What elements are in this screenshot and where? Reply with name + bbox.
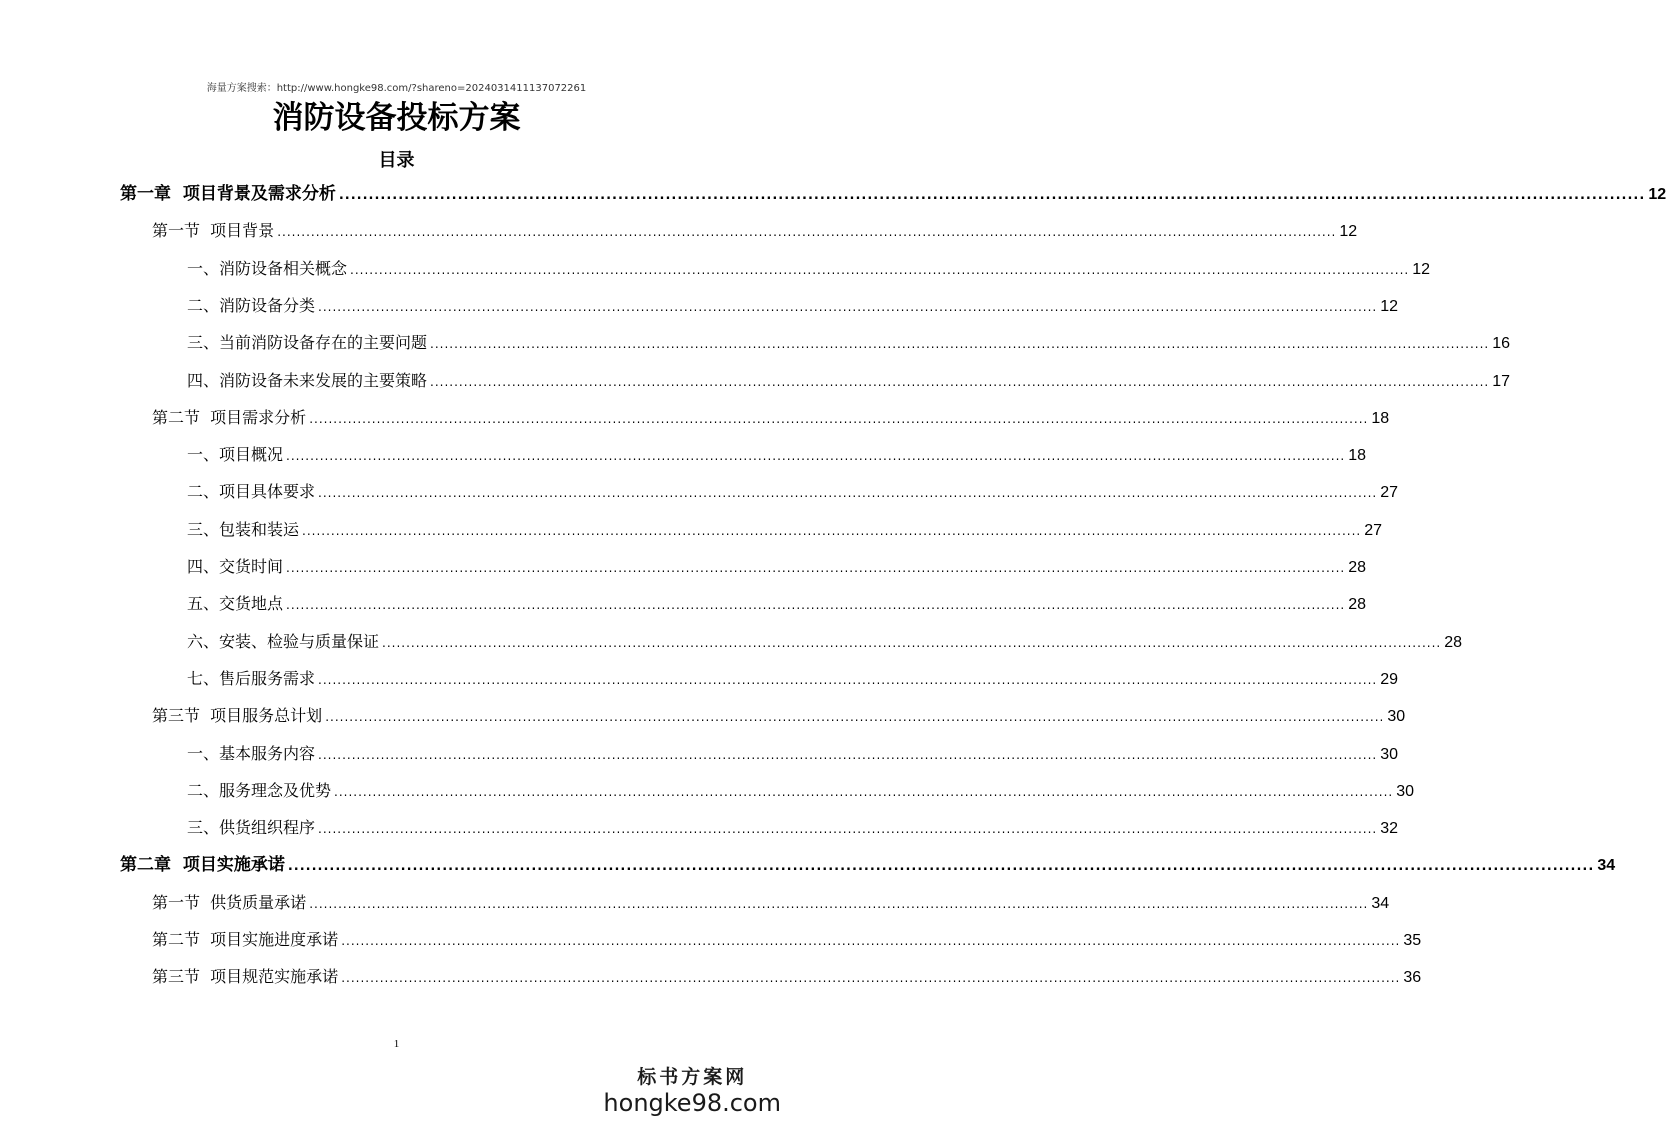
toc-entry-page: 30: [1387, 708, 1406, 725]
toc-leader-dots: ............................................................................................................................................................................................................................: [318, 673, 1378, 687]
toc-leader-dots: ............................................................................................................................................................................................................................: [286, 449, 1346, 463]
toc-leader-dots: ............................................................................................................................................................................................................................: [338, 188, 1646, 203]
toc-entry[interactable]: [152, 928, 1422, 952]
toc-entry-page: 16: [1492, 335, 1510, 352]
toc-leader-dots: ............................................................................................................................................................................................................................: [430, 337, 1490, 351]
toc-entry-title: 四、交货时间: [187, 557, 284, 576]
toc-entry-page: 18: [1371, 410, 1390, 427]
toc-heading: 目录: [378, 150, 415, 171]
toc-entry[interactable]: [187, 443, 1366, 467]
toc-entry-title: 四、消防设备未来发展的主要策略: [187, 371, 428, 390]
toc-entry[interactable]: [187, 742, 1398, 766]
toc-entry-page: 28: [1348, 596, 1366, 613]
toc-leader-dots: ............................................................................................................................................................................................................................: [430, 375, 1490, 389]
toc-entry-title: 六、安装、检验与质量保证: [187, 632, 380, 651]
toc-entry[interactable]: [187, 257, 1430, 281]
toc-entry[interactable]: [187, 630, 1462, 654]
toc-entry-title: 二、服务理念及优势: [187, 781, 332, 800]
toc-entry-page: 30: [1380, 746, 1398, 763]
toc-entry[interactable]: [187, 518, 1382, 542]
toc-entry-title: 三、当前消防设备存在的主要问题: [187, 333, 428, 352]
watermark-cn: 标书方案网: [637, 1066, 748, 1088]
toc-entry-title: 第二节 项目需求分析: [152, 408, 307, 427]
toc-entry-page: 28: [1444, 634, 1462, 651]
toc-entry-title: 一、基本服务内容: [187, 744, 316, 763]
toc-entry[interactable]: [152, 891, 1390, 915]
toc-entry-title: 二、项目具体要求: [187, 482, 316, 501]
toc-entry-page: 35: [1403, 932, 1422, 949]
toc-entry-page: 12: [1412, 261, 1430, 278]
toc-leader-dots: ............................................................................................................................................................................................................................: [382, 636, 1442, 650]
toc-entry[interactable]: [152, 704, 1406, 728]
toc-entry[interactable]: [120, 182, 1666, 206]
toc-entry-title: 第一节 供货质量承诺: [152, 893, 307, 912]
toc-entry[interactable]: [187, 816, 1398, 840]
toc-entry-title: 第三节 项目规范实施承诺: [152, 967, 339, 986]
toc-entry-title: 三、包装和装运: [187, 520, 300, 539]
toc-entry-title: 三、供货组织程序: [187, 818, 316, 837]
toc-leader-dots: ............................................................................................................................................................................................................................: [350, 263, 1410, 277]
toc-entry-page: 27: [1364, 522, 1382, 539]
toc-entry-title: 七、售后服务需求: [187, 669, 316, 688]
toc-leader-dots: ............................................................................................................................................................................................................................: [309, 897, 1369, 911]
toc-entry-page: 34: [1597, 857, 1616, 874]
toc-entry-page: 34: [1371, 895, 1390, 912]
toc-entry-title: 第一节 项目背景: [152, 221, 275, 240]
toc-entry[interactable]: [120, 853, 1616, 877]
toc-entry-page: 36: [1403, 969, 1422, 986]
toc-leader-dots: ............................................................................................................................................................................................................................: [277, 225, 1337, 239]
toc-leader-dots: ............................................................................................................................................................................................................................: [325, 710, 1385, 724]
toc-leader-dots: ............................................................................................................................................................................................................................: [318, 486, 1378, 500]
toc-entry[interactable]: [187, 480, 1398, 504]
toc-entry-title: 一、项目概况: [187, 445, 284, 464]
toc-entry[interactable]: [187, 331, 1510, 355]
toc-entry-page: 30: [1396, 783, 1414, 800]
toc-entry-page: 12: [1339, 223, 1358, 240]
watermark-logo: [603, 1064, 781, 1116]
toc-leader-dots: ............................................................................................................................................................................................................................: [286, 598, 1346, 612]
toc-leader-dots: ............................................................................................................................................................................................................................: [341, 934, 1401, 948]
toc-entry[interactable]: [152, 219, 1358, 243]
toc-leader-dots: ............................................................................................................................................................................................................................: [286, 561, 1346, 575]
toc-entry-page: 12: [1380, 298, 1398, 315]
toc-entry-title: 第二节 项目实施进度承诺: [152, 930, 339, 949]
toc-entry[interactable]: [187, 555, 1366, 579]
toc-entry-page: 18: [1348, 447, 1366, 464]
header-note: 海量方案搜索：http://www.hongke98.com/?shareno=2024031411137072261: [206, 83, 587, 94]
toc-entry[interactable]: [187, 369, 1510, 393]
toc-entry-title: 一、消防设备相关概念: [187, 259, 348, 278]
toc-entry[interactable]: [187, 592, 1366, 616]
toc-entry[interactable]: [187, 294, 1398, 318]
toc-entry[interactable]: [187, 779, 1414, 803]
toc-leader-dots: ............................................................................................................................................................................................................................: [302, 524, 1362, 538]
toc-leader-dots: ............................................................................................................................................................................................................................: [318, 822, 1378, 836]
document-title: 消防设备投标方案: [272, 100, 521, 136]
toc-leader-dots: ............................................................................................................................................................................................................................: [318, 748, 1378, 762]
toc-entry-page: 32: [1380, 820, 1398, 837]
toc-entry-page: 29: [1380, 671, 1398, 688]
toc-entry-page: 12: [1648, 186, 1666, 203]
toc-leader-dots: ............................................................................................................................................................................................................................: [287, 859, 1595, 874]
toc-entry-title: 第三节 项目服务总计划: [152, 706, 323, 725]
page-number: 1: [393, 1038, 400, 1050]
toc-entry-page: 27: [1380, 484, 1398, 501]
toc-entry-title: 第一章 项目背景及需求分析: [120, 184, 336, 204]
toc-entry-title: 五、交货地点: [187, 594, 284, 613]
toc-entry-title: 二、消防设备分类: [187, 296, 316, 315]
toc-entry[interactable]: [187, 667, 1398, 691]
toc-leader-dots: ............................................................................................................................................................................................................................: [309, 412, 1369, 426]
watermark-en: hongke98.com: [603, 1089, 781, 1117]
toc-entry-title: 第二章 项目实施承诺: [120, 855, 285, 875]
toc-entry-page: 28: [1348, 559, 1366, 576]
toc-entry[interactable]: [152, 406, 1390, 430]
toc-leader-dots: ............................................................................................................................................................................................................................: [341, 971, 1401, 985]
toc-leader-dots: ............................................................................................................................................................................................................................: [318, 300, 1378, 314]
toc-entry[interactable]: [152, 965, 1422, 989]
toc-entry-page: 17: [1492, 373, 1510, 390]
toc-leader-dots: ............................................................................................................................................................................................................................: [334, 785, 1394, 799]
